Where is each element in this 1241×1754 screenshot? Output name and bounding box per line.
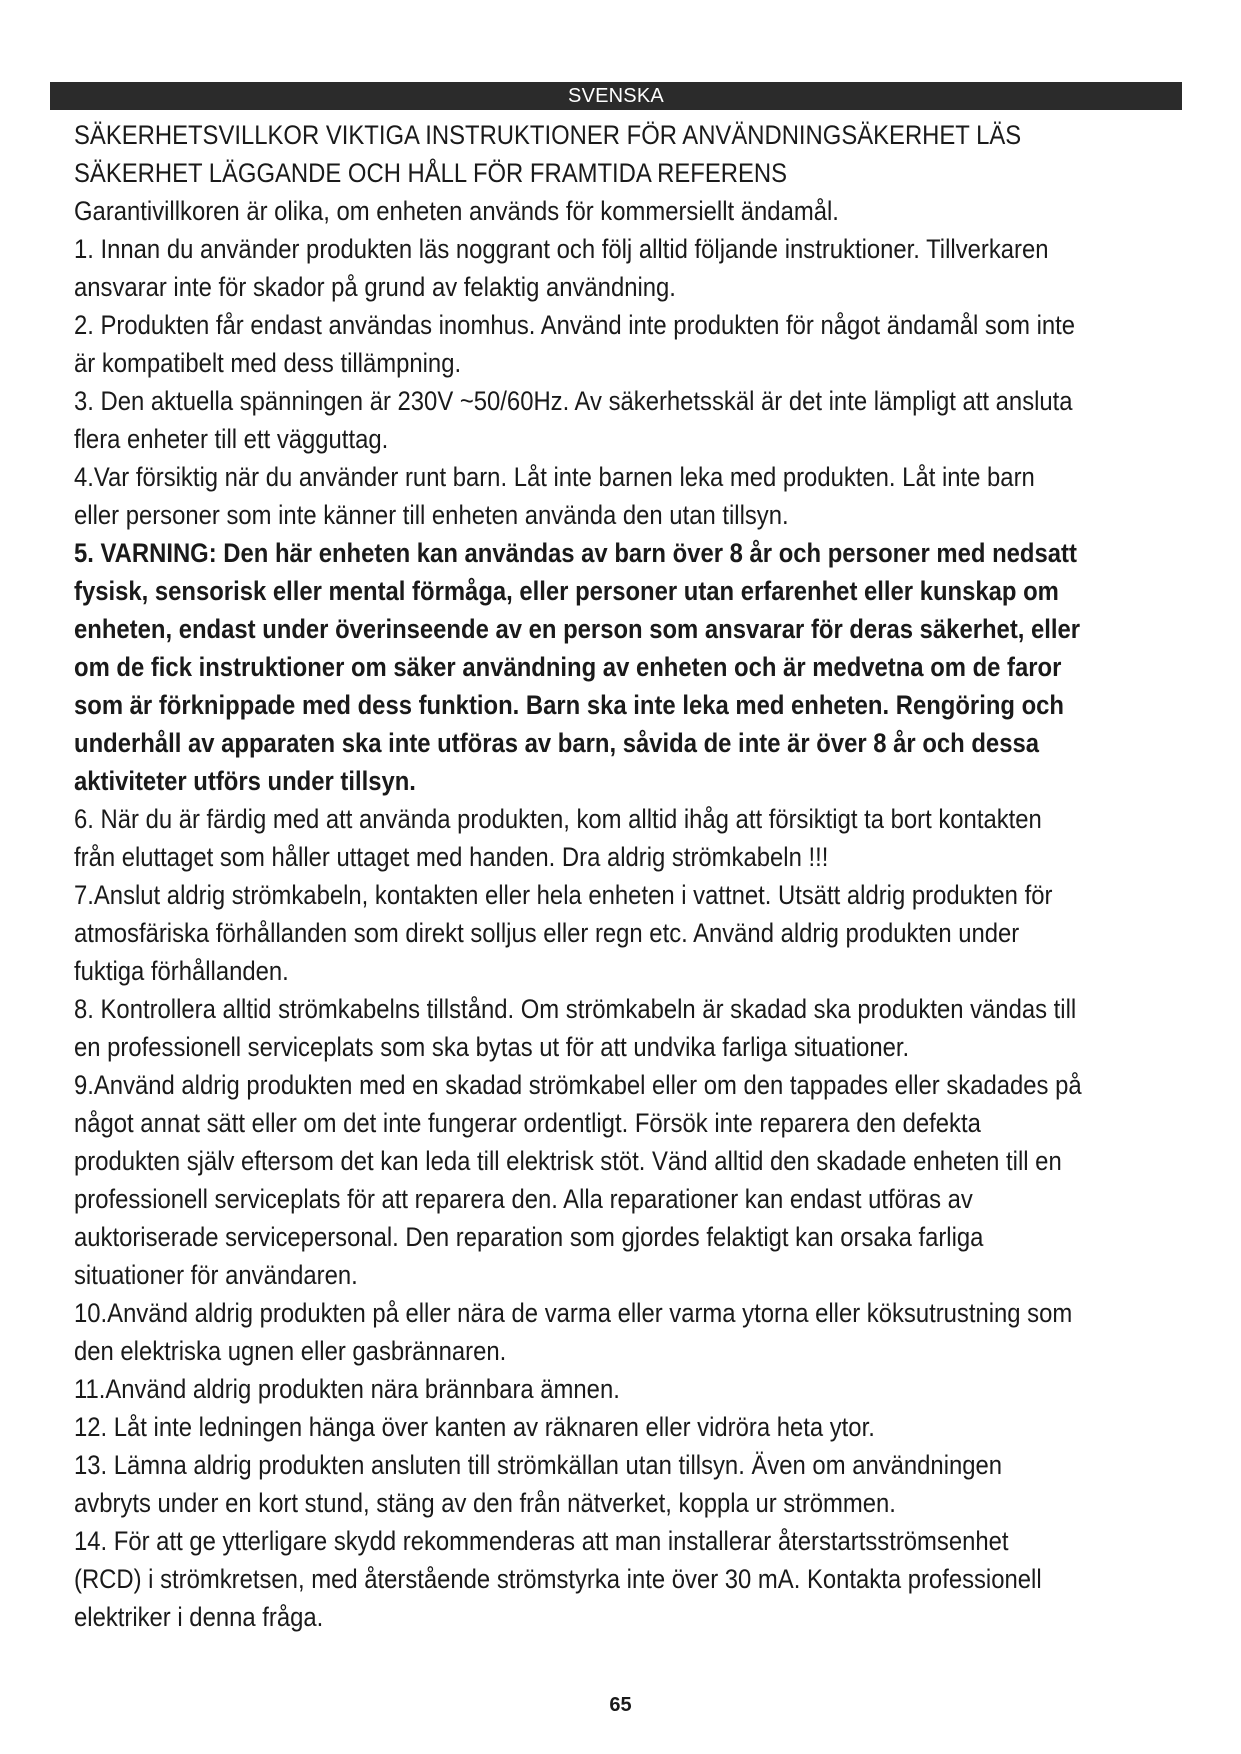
instruction-item-2: 2. Produkten får endast användas inomhus. Använd inte produkten för något ändamål som inte är kompatibelt med dess tillämpning. [74, 310, 1076, 378]
intro-paragraph: Garantivillkoren är olika, om enheten används för kommersiellt ändamål. [74, 196, 839, 226]
instruction-item-14: 14. För att ge ytterligare skydd rekommenderas att man installerar återstartsströmsenhet (RCD) i strömkretsen, med återstående strömstyrka inte över 30 mA. Kontakta professionell elektriker i denna fråga. [74, 1526, 1042, 1632]
instruction-item-8: 8. Kontrollera alltid strömkabelns tillstånd. Om strömkabeln är skadad ska produkten vändas till en professionell serviceplats som ska bytas ut för att undvika farliga situationer. [74, 994, 1077, 1062]
instruction-item-7: 7.Anslut aldrig strömkabeln, kontakten eller hela enheten i vattnet. Utsätt aldrig produkten för atmosfäriska förhållanden som direkt solljus eller regn etc. Använd aldrig produkten under fuktiga förhållanden. [74, 880, 1053, 986]
instruction-item-13: 13. Lämna aldrig produkten ansluten till strömkällan utan tillsyn. Även om användningen avbryts under en kort stund, stäng av den från nätverket, koppla ur strömmen. [74, 1450, 1003, 1518]
warning-item-5: 5. VARNING: Den här enheten kan användas av barn över 8 år och personer med nedsatt fysisk, sensorisk eller mental förmåga, eller personer utan erfarenhet eller kunskap om enheten, endast under överinseende av en person som ansvarar för deras säkerhet, eller om de fick instruktioner om säker användning av enheten och är medvetna om de faror som är förknippade med dess funktion. Barn ska inte leka med enheten. Rengöring och underhåll av apparaten ska inte utföras av barn, såvida de inte är över 8 år och dessa aktiviteter utförs under tillsyn. [74, 538, 1081, 796]
section-heading: SÄKERHETSVILLKOR VIKTIGA INSTRUKTIONER FÖR ANVÄNDNINGSÄKERHET LÄS SÄKERHET LÄGGANDE OCH HÅLL FÖR FRAMTIDA REFERENS [74, 120, 1022, 188]
instruction-item-1: 1. Innan du använder produkten läs noggrant och följ alltid följande instruktioner. Tillverkaren ansvarar inte för skador på grund av felaktig användning. [74, 234, 1049, 302]
instruction-item-9: 9.Använd aldrig produkten med en skadad strömkabel eller om den tappades eller skadades på något annat sätt eller om det inte fungerar ordentligt. Försök inte reparera den defekta produkten själv eftersom det kan leda till elektrisk stöt. Vänd alltid den skadade enheten till en professionell serviceplats för att reparera den. Alla reparationer kan endast utföras av auktoriserade servicepersonal. Den reparation som gjordes felaktigt kan orsaka farliga situationer för användaren. [74, 1070, 1082, 1290]
instruction-item-10: 10.Använd aldrig produkten på eller nära de varma eller varma ytorna eller köksutrustning som den elektriska ugnen eller gasbrännaren. [74, 1298, 1073, 1366]
document-body [74, 116, 1082, 1636]
instruction-item-6: 6. När du är färdig med att använda produkten, kom alltid ihåg att försiktigt ta bort kontakten från eluttaget som håller uttaget med handen. Dra aldrig strömkabeln !!! [74, 804, 1042, 872]
page-number: 65 [609, 1694, 632, 1716]
instruction-item-12: 12. Låt inte ledningen hänga över kanten av räknaren eller vidröra heta ytor. [74, 1412, 875, 1442]
instruction-item-4: 4.Var försiktig när du använder runt barn. Låt inte barnen leka med produkten. Låt inte barn eller personer som inte känner till enheten använda den utan tillsyn. [74, 462, 1035, 530]
language-header-bar [50, 82, 1182, 110]
language-label: SVENSKA [568, 85, 664, 107]
instruction-item-3: 3. Den aktuella spänningen är 230V ~50/60Hz. Av säkerhetsskäl är det inte lämpligt att ansluta flera enheter till ett vägguttag. [74, 386, 1073, 454]
instruction-item-11: 11.Använd aldrig produkten nära brännbara ämnen. [74, 1374, 620, 1404]
